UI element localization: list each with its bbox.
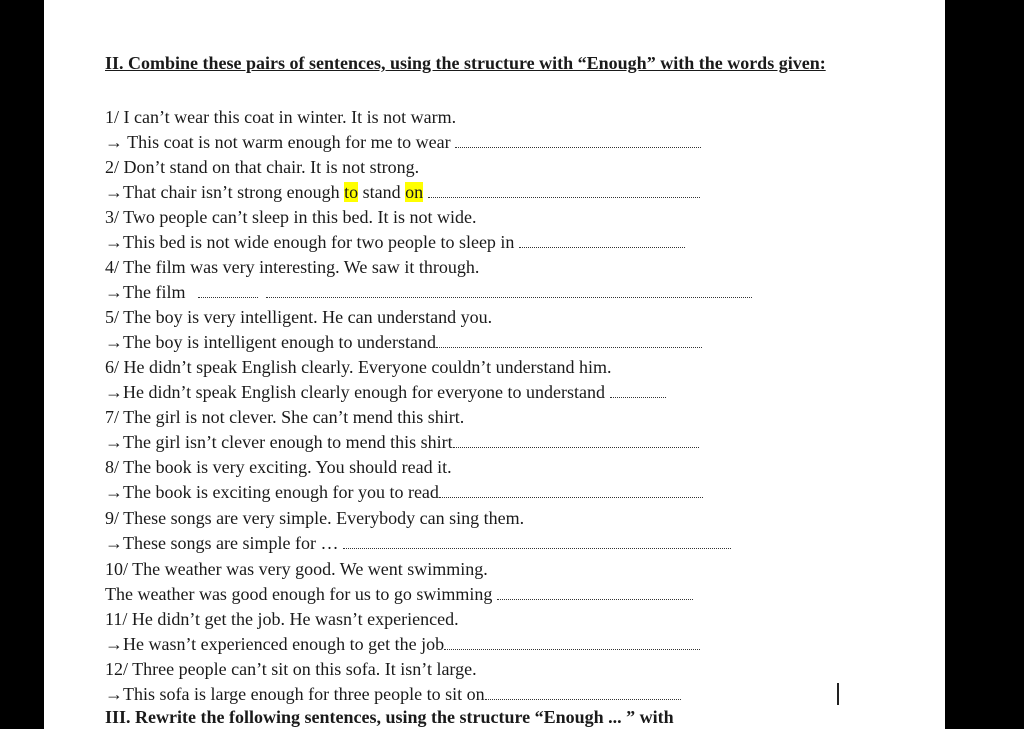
answer-6-text: →He didn’t speak English clearly enough for everyone to understand: [105, 382, 606, 402]
answer-8-text: →The book is exciting enough for you to read: [105, 482, 439, 502]
blank-line: [343, 534, 731, 549]
question-5: 5/ The boy is very intelligent. He can understand you.: [105, 307, 493, 327]
answer-2-text: →That chair isn’t strong enough: [105, 182, 345, 202]
highlight-to: to: [344, 182, 359, 202]
question-9: 9/ These songs are very simple. Everybody can sing them.: [105, 508, 525, 528]
question-8: 8/ The book is very exciting. You should read it.: [105, 457, 452, 477]
question-6: 6/ He didn’t speak English clearly. Everyone couldn’t understand him.: [105, 357, 612, 377]
answer-12: [105, 683, 681, 705]
blank-line: [453, 433, 699, 448]
answer-3: [105, 231, 685, 253]
highlight-on: on: [405, 182, 424, 202]
answer-9: [105, 532, 731, 554]
question-2: 2/ Don’t stand on that chair. It is not strong.: [105, 157, 420, 177]
next-section-heading: III. Rewrite the following sentences, using the structure “Enough ... ” with: [105, 707, 674, 727]
question-7: 7/ The girl is not clever. She can’t mend this shirt.: [105, 407, 465, 427]
answer-5: [105, 331, 702, 353]
blank-line: [444, 635, 700, 650]
blank-line: [455, 133, 701, 148]
question-4: 4/ The film was very interesting. We saw it through.: [105, 257, 480, 277]
answer-8: [105, 481, 703, 503]
document-page: [44, 0, 945, 729]
answer-1: [105, 131, 701, 153]
question-3: 3/ Two people can’t sleep in this bed. It is not wide.: [105, 207, 477, 227]
answer-10-text: The weather was good enough for us to go swimming: [105, 584, 493, 604]
answer-5-text: →The boy is intelligent enough to understand: [105, 332, 436, 352]
blank-line: [198, 283, 258, 298]
answer-11-text: →He wasn’t experienced enough to get the job: [105, 634, 445, 654]
question-10: 10/ The weather was very good. We went swimming.: [105, 559, 488, 579]
blank-line: [497, 585, 693, 600]
answer-7-text: →The girl isn’t clever enough to mend this shirt: [105, 432, 453, 452]
blank-line: [519, 233, 685, 248]
answer-2: [105, 181, 700, 203]
question-11: 11/ He didn’t get the job. He wasn’t experienced.: [105, 609, 459, 629]
blank-line: [266, 283, 752, 298]
question-12: 12/ Three people can’t sit on this sofa. It isn’t large.: [105, 659, 477, 679]
answer-6: [105, 381, 666, 403]
blank-line: [439, 483, 703, 498]
blank-line: [428, 183, 700, 198]
answer-12-text: →This sofa is large enough for three people to sit on: [105, 684, 485, 704]
answer-9-text: →These songs are simple for …: [105, 533, 339, 553]
answer-2-mid: stand: [358, 182, 406, 202]
question-1: 1/ I can’t wear this coat in winter. It is not warm.: [105, 107, 457, 127]
answer-3-text: →This bed is not wide enough for two people to sleep in: [105, 232, 515, 252]
answer-4-text: →The film: [105, 282, 186, 302]
section-heading: II. Combine these pairs of sentences, using the structure with “Enough” with the words given:: [105, 53, 826, 73]
answer-11: [105, 633, 700, 655]
answer-1-text: → This coat is not warm enough for me to wear: [105, 132, 451, 152]
answer-4: [105, 281, 752, 303]
answer-10: [105, 583, 693, 605]
answer-7: [105, 431, 699, 453]
blank-line: [436, 333, 702, 348]
blank-line: [485, 685, 681, 700]
text-cursor: [837, 683, 839, 705]
blank-line: [610, 383, 666, 398]
